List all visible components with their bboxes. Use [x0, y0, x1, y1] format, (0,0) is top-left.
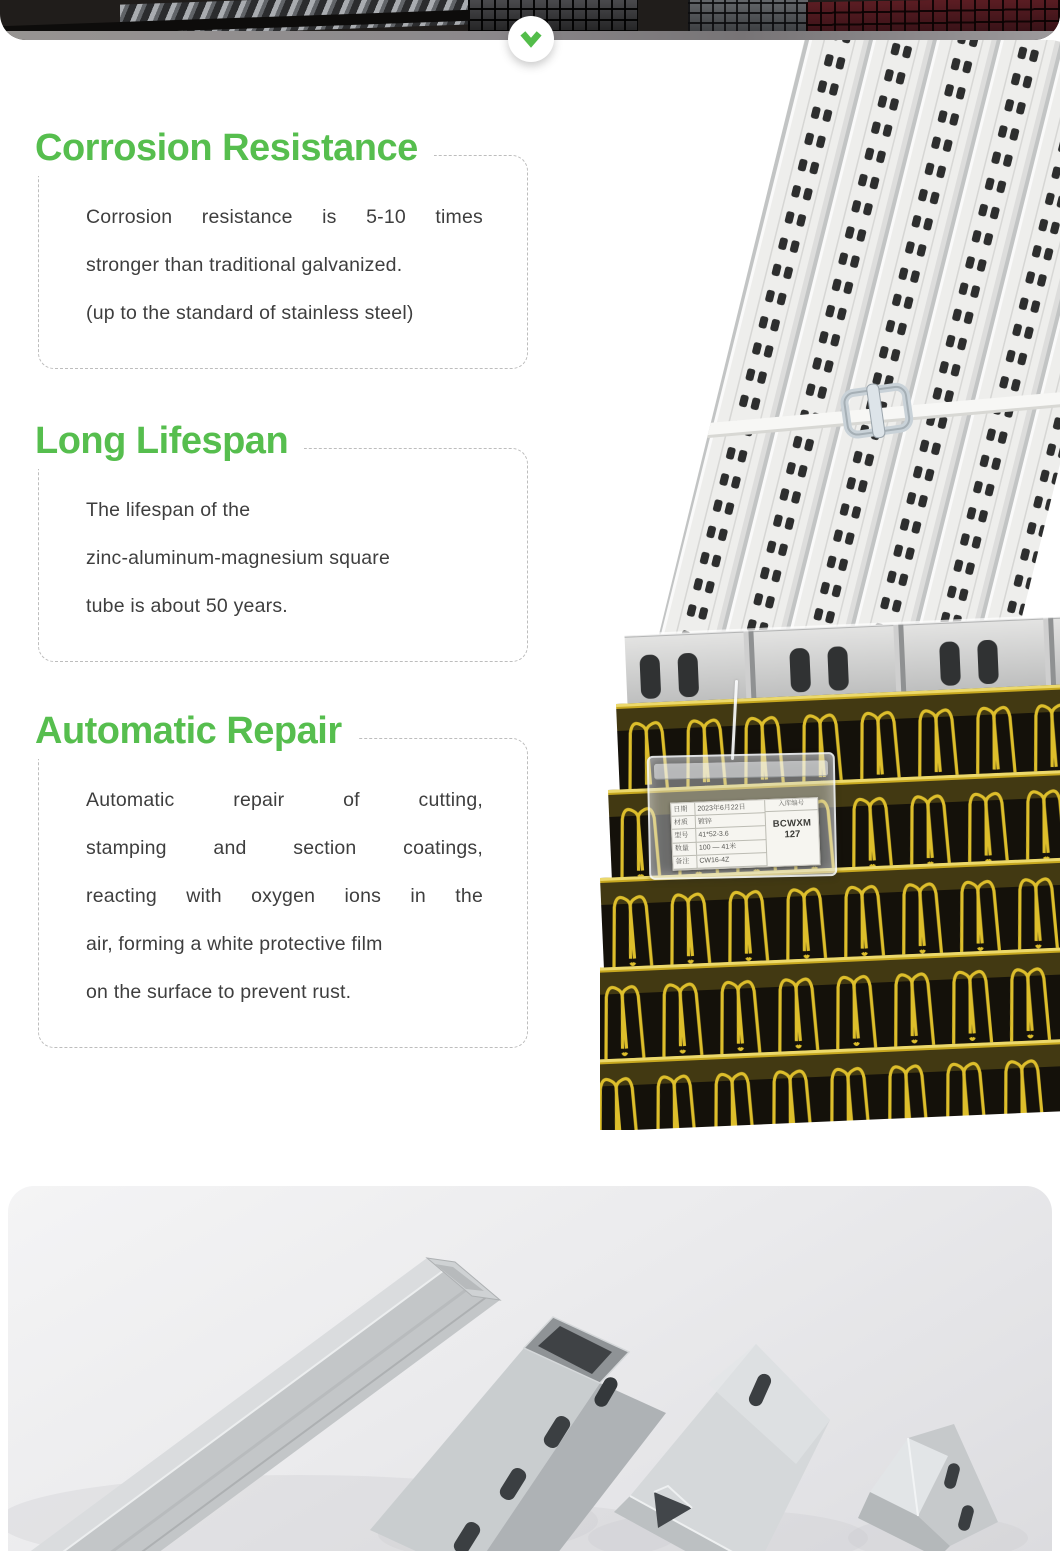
tag-value: 100 — 41米 — [697, 840, 767, 856]
feature-line: stronger than traditional galvanized. — [86, 253, 403, 276]
feature-line: Corrosion resistance is 5-10 times — [86, 205, 483, 228]
tag-code-block — [765, 798, 819, 866]
photo-tube-bundle-gray — [688, 0, 808, 34]
tag-value: CW16-4Z — [697, 853, 767, 869]
tag-value: 镀锌 — [696, 813, 766, 829]
tag-label: 日期 — [671, 803, 695, 817]
feature-title: Corrosion Resistance — [35, 126, 434, 176]
tag-label: 型号 — [672, 829, 696, 843]
feature-line: The lifespan of the — [86, 498, 251, 521]
tag-right-header: 入库编号 — [765, 800, 817, 811]
strut-bundle-photo — [600, 40, 1060, 1130]
strut-bundle-illustration — [600, 40, 1060, 1130]
scroll-down-badge[interactable] — [508, 16, 554, 62]
tag-code: BCWXM — [772, 816, 812, 830]
tag-code-number: 127 — [784, 828, 801, 841]
photo-tube-bundle-dark — [468, 0, 638, 32]
brackets-illustration — [8, 1186, 1052, 1551]
feature-line: stamping and section coatings, — [86, 836, 483, 859]
feature-automatic-repair — [35, 709, 528, 1048]
spec-tag-card — [670, 797, 821, 871]
feature-line: Automatic repair of cutting, — [86, 788, 483, 811]
tag-label: 材质 — [672, 816, 696, 830]
feature-line: zinc-aluminum-magnesium square — [86, 546, 391, 569]
tag-value: 41*52-3.6 — [696, 827, 766, 843]
brackets-photo — [8, 1186, 1052, 1551]
feature-title: Long Lifespan — [35, 419, 304, 469]
spec-tag-pouch — [647, 752, 838, 880]
feature-line: on the surface to prevent rust. — [86, 980, 352, 1003]
feature-text-box — [38, 738, 528, 1048]
tag-value: 2023年6月22日 — [695, 800, 765, 816]
feature-corrosion-resistance — [35, 126, 528, 369]
tag-zipper — [654, 760, 828, 780]
feature-line: (up to the standard of stainless steel) — [86, 301, 414, 324]
tag-label: 备注 — [673, 856, 697, 870]
feature-long-lifespan — [35, 419, 528, 662]
tag-label: 数量 — [673, 842, 697, 856]
feature-line: tube is about 50 years. — [86, 594, 288, 617]
feature-line: reacting with oxygen ions in the — [86, 884, 483, 907]
feature-text-box — [38, 155, 528, 369]
feature-title: Automatic Repair — [35, 709, 358, 759]
chevron-down-icon — [516, 24, 546, 54]
feature-line: air, forming a white protective film — [86, 932, 383, 955]
feature-text-box — [38, 448, 528, 662]
